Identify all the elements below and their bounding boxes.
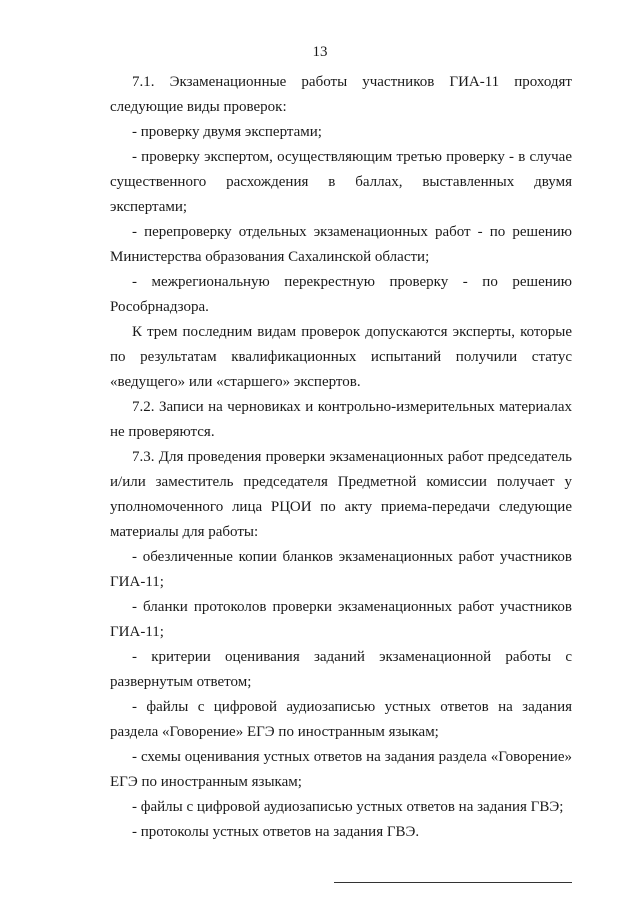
list-item-audio-files-gve: - файлы с цифровой аудиозаписью устных ответов на задания ГВЭ; xyxy=(132,799,564,815)
list-item-protocol-forms: - бланки протоколов проверки экзаменационных работ участников ГИА-11; xyxy=(110,599,572,640)
list-item-cross-check: - межрегиональную перекрестную проверку - по решению Рособрнадзора. xyxy=(110,274,572,315)
list-item-audio-files-ege: - файлы с цифровой аудиозаписью устных ответов на задания раздела «Говорение» ЕГЭ по иностранным языкам; xyxy=(110,699,572,740)
list-item-copies: - обезличенные копии бланков экзаменационных работ участников ГИА-11; xyxy=(110,549,572,590)
list-item-criteria: - критерии оценивания заданий экзаменационной работы с развернутым ответом; xyxy=(110,649,572,690)
paragraph-7-3: 7.3. Для проведения проверки экзаменационных работ председатель и/или заместитель председателя Предметной комиссии получает у уполномоченного лица РЦОИ по акту приема-передачи следующие материалы для работы: xyxy=(110,449,572,540)
footer-divider xyxy=(334,882,572,883)
list-item-third-check: - проверку экспертом, осуществляющим третью проверку - в случае существенного расхождения в баллах, выставленных двумя экспертами; xyxy=(110,149,572,215)
list-item-recheck: - перепроверку отдельных экзаменационных работ - по решению Министерства образования Сахалинской области; xyxy=(110,224,572,265)
list-item-evaluation-schemes: - схемы оценивания устных ответов на задания раздела «Говорение» ЕГЭ по иностранным языкам; xyxy=(110,749,572,790)
document-body xyxy=(110,70,572,845)
list-item-oral-protocols: - протоколы устных ответов на задания ГВЭ. xyxy=(132,824,420,840)
paragraph-7-2: 7.2. Записи на черновиках и контрольно-измерительных материалах не проверяются. xyxy=(110,399,572,440)
paragraph-7-1: 7.1. Экзаменационные работы участников ГИА-11 проходят следующие виды проверок: xyxy=(110,74,572,115)
paragraph-experts-status: К трем последним видам проверок допускаются эксперты, которые по результатам квалификационных испытаний получили статус «ведущего» или «старшего» экспертов. xyxy=(110,324,572,390)
list-item-two-experts: - проверку двумя экспертами; xyxy=(132,124,322,140)
page-number: 13 xyxy=(312,44,328,60)
